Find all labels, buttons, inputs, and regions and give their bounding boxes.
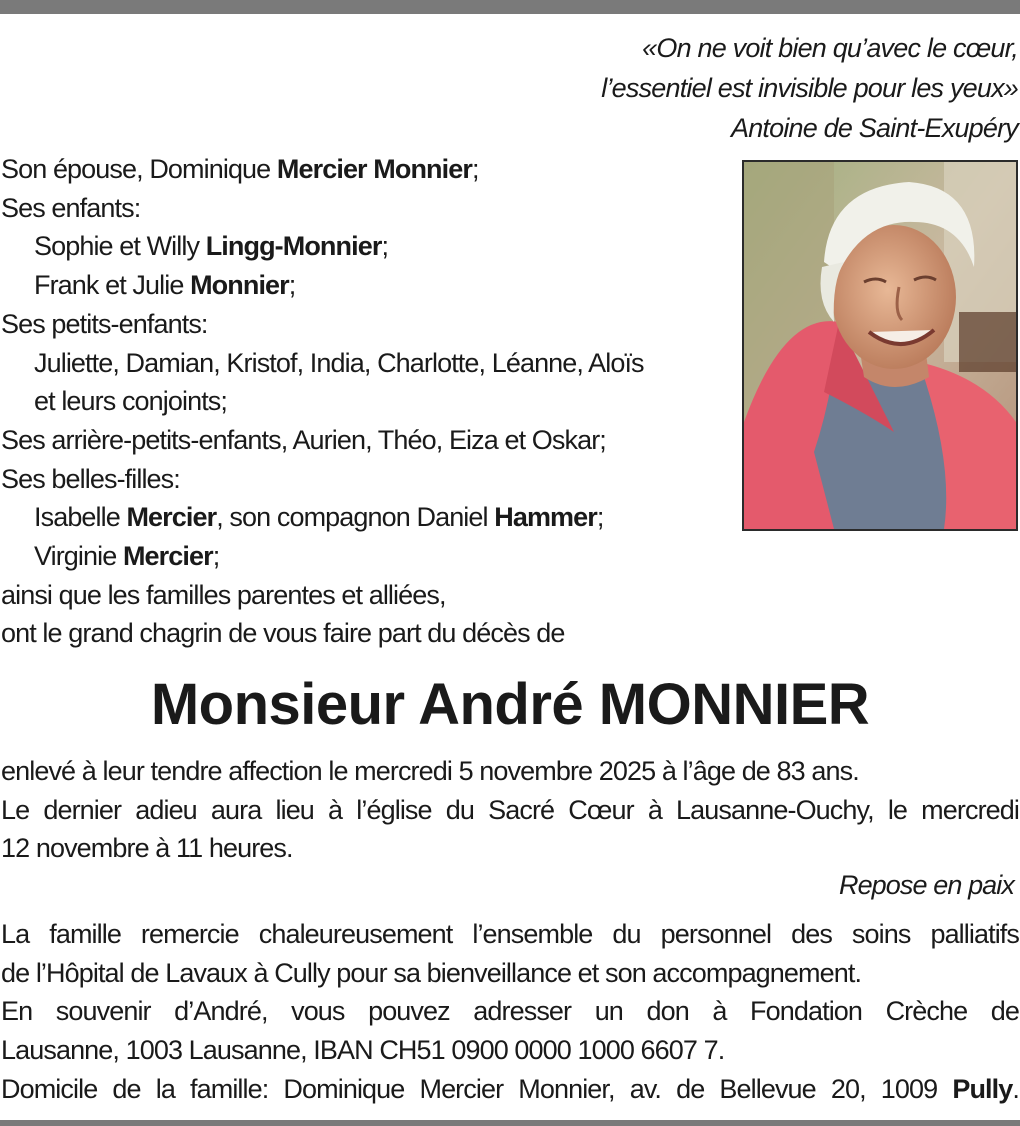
- dil1-suffix: ;: [596, 502, 604, 533]
- child-line-2: [1, 266, 731, 305]
- quote-line-2: l’essentiel est invisible pour les yeux»: [601, 73, 1018, 103]
- top-rule: [0, 0, 1020, 14]
- dil2-last: Mercier: [122, 541, 213, 572]
- death-details: [1, 752, 1019, 868]
- dil1-middle: , son compagnon Daniel: [216, 502, 495, 533]
- child2-suffix: ;: [288, 270, 296, 301]
- grandchildren-label: Ses petits-enfants:: [1, 308, 208, 339]
- child1-last: Lingg-Monnier: [205, 231, 382, 262]
- spouse-suffix: ;: [471, 154, 479, 184]
- address-city: Pully: [952, 1073, 1013, 1104]
- daughter-in-law-line-2: [1, 537, 731, 576]
- rest-in-peace: Repose en paix: [838, 870, 1014, 900]
- family-list: [1, 150, 731, 653]
- donation-line-1: En souvenir d’André, vous pouvez adresser un don à Fondation Crèche de: [1, 996, 1019, 1027]
- child-line-1: [1, 227, 731, 266]
- child1-suffix: ;: [381, 231, 389, 262]
- spouse-line: [1, 150, 731, 189]
- thanks-line-2: de l’Hôpital de Lavaux à Cully pour sa bienveillance et son accompagnement.: [1, 957, 862, 988]
- child2-first: Frank et Julie: [34, 270, 191, 301]
- relatives-line: ainsi que les familles parentes et alliées,: [1, 579, 446, 610]
- daughters-in-law-label: Ses belles-filles:: [1, 463, 180, 494]
- address-line: [1, 1070, 1019, 1109]
- funeral-line-2: 12 novembre à 11 heures.: [1, 833, 293, 864]
- dil2-first: Virginie: [34, 541, 123, 572]
- spouse-prefix: Son épouse, Dominique: [1, 154, 277, 184]
- announcement-line: ont le grand chagrin de vous faire part du décès de: [1, 618, 565, 649]
- portrait-illustration: [744, 162, 1016, 529]
- address-prefix: Domicile de la famille: Dominique Mercier Monnier, av. de Bellevue 20, 1009: [1, 1073, 953, 1104]
- grandchildren-line-2: et leurs conjoints;: [34, 386, 228, 417]
- deceased-name: Monsieur André MONNIER: [150, 672, 870, 737]
- donation-line-2: Lausanne, 1003 Lausanne, IBAN CH51 0900 0000 1000 6607 7.: [1, 1035, 725, 1066]
- daughter-in-law-line-1: [1, 498, 731, 537]
- thanks-line-1: La famille remercie chaleureusement l’ensemble du personnel des soins palliatifs: [1, 919, 1019, 949]
- children-label: Ses enfants:: [1, 192, 141, 223]
- funeral-line-1: Le dernier adieu aura lieu à l’église du Sacré Cœur à Lausanne-Ouchy, le mercredi: [1, 794, 1019, 825]
- quote-author: Antoine de Saint-Exupéry: [731, 113, 1018, 143]
- great-grandchildren-line: Ses arrière-petits-enfants, Aurien, Théo, Eiza et Oskar;: [1, 424, 606, 455]
- dil2-suffix: ;: [212, 541, 220, 572]
- dil1-last: Mercier: [126, 502, 217, 533]
- quote-line-1: «On ne voit bien qu’avec le cœur,: [642, 33, 1018, 63]
- epigraph-quote: [601, 28, 1018, 148]
- portrait-photo: [742, 160, 1018, 531]
- grandchildren-line-1: Juliette, Damian, Kristof, India, Charlotte, Léanne, Aloïs: [34, 347, 644, 378]
- child1-first: Sophie et Willy: [34, 231, 206, 262]
- bottom-rule: [0, 1120, 1020, 1126]
- thanks-section: [1, 915, 1019, 1109]
- child2-last: Monnier: [190, 270, 289, 301]
- spouse-name: Mercier Monnier: [276, 154, 472, 184]
- dil1-first: Isabelle: [34, 502, 127, 533]
- address-suffix: .: [1012, 1073, 1019, 1104]
- death-line: enlevé à leur tendre affection le mercredi 5 novembre 2025 à l’âge de 83 ans.: [1, 756, 859, 786]
- dil1-partner: Hammer: [494, 502, 597, 533]
